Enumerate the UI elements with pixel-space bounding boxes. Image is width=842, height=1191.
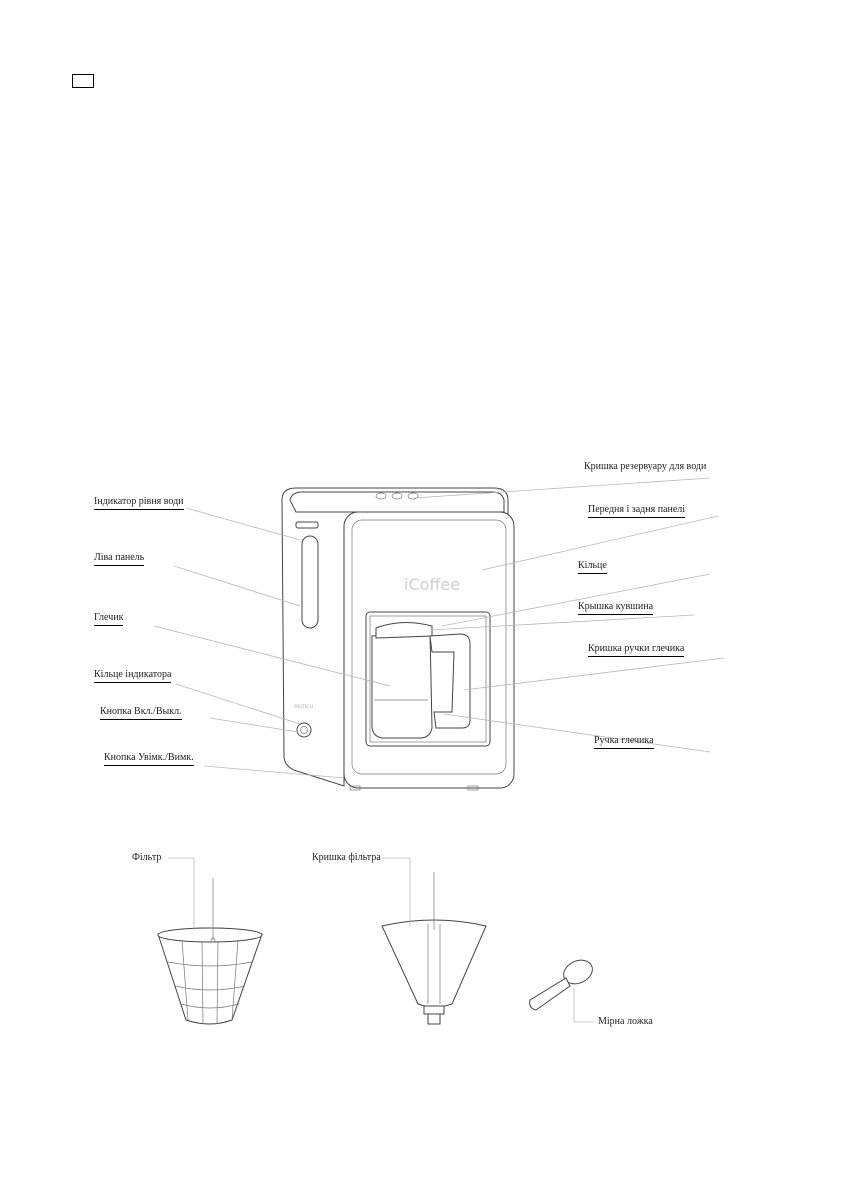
label-left-panel: Ліва панель (94, 552, 144, 566)
brand-logo: iCoffee (404, 575, 461, 594)
label-filter-lid: Кришка фільтра (312, 852, 381, 863)
model-text: PROTECH (294, 704, 314, 709)
label-ring: Кільце (578, 560, 607, 574)
label-water-level-indicator: Індикатор рівня води (94, 496, 184, 510)
measuring-spoon-drawing (530, 956, 597, 1022)
label-power-button-ua: Кнопка Увімк./Вимк. (104, 752, 194, 766)
label-jug: Глечик (94, 612, 123, 626)
label-indicator-ring: Кільце індикатора (94, 669, 171, 683)
filter-drawing (158, 858, 262, 1024)
label-jug-handle: Ручка глечика (594, 735, 654, 749)
label-power-button-ru: Кнопка Вкл./Выкл. (100, 706, 182, 720)
label-water-tank-lid: Кришка резервуару для води (584, 461, 707, 472)
label-jug-lid: Крышка кувшина (578, 601, 653, 615)
filter-lid-drawing (382, 858, 486, 1024)
label-jug-handle-cover: Кришка ручки глечика (588, 643, 684, 657)
label-filter: Фільтр (132, 852, 162, 863)
label-front-back-panels: Передня і задня панелі (588, 504, 685, 518)
label-measuring-spoon: Мірна ложка (598, 1016, 653, 1027)
